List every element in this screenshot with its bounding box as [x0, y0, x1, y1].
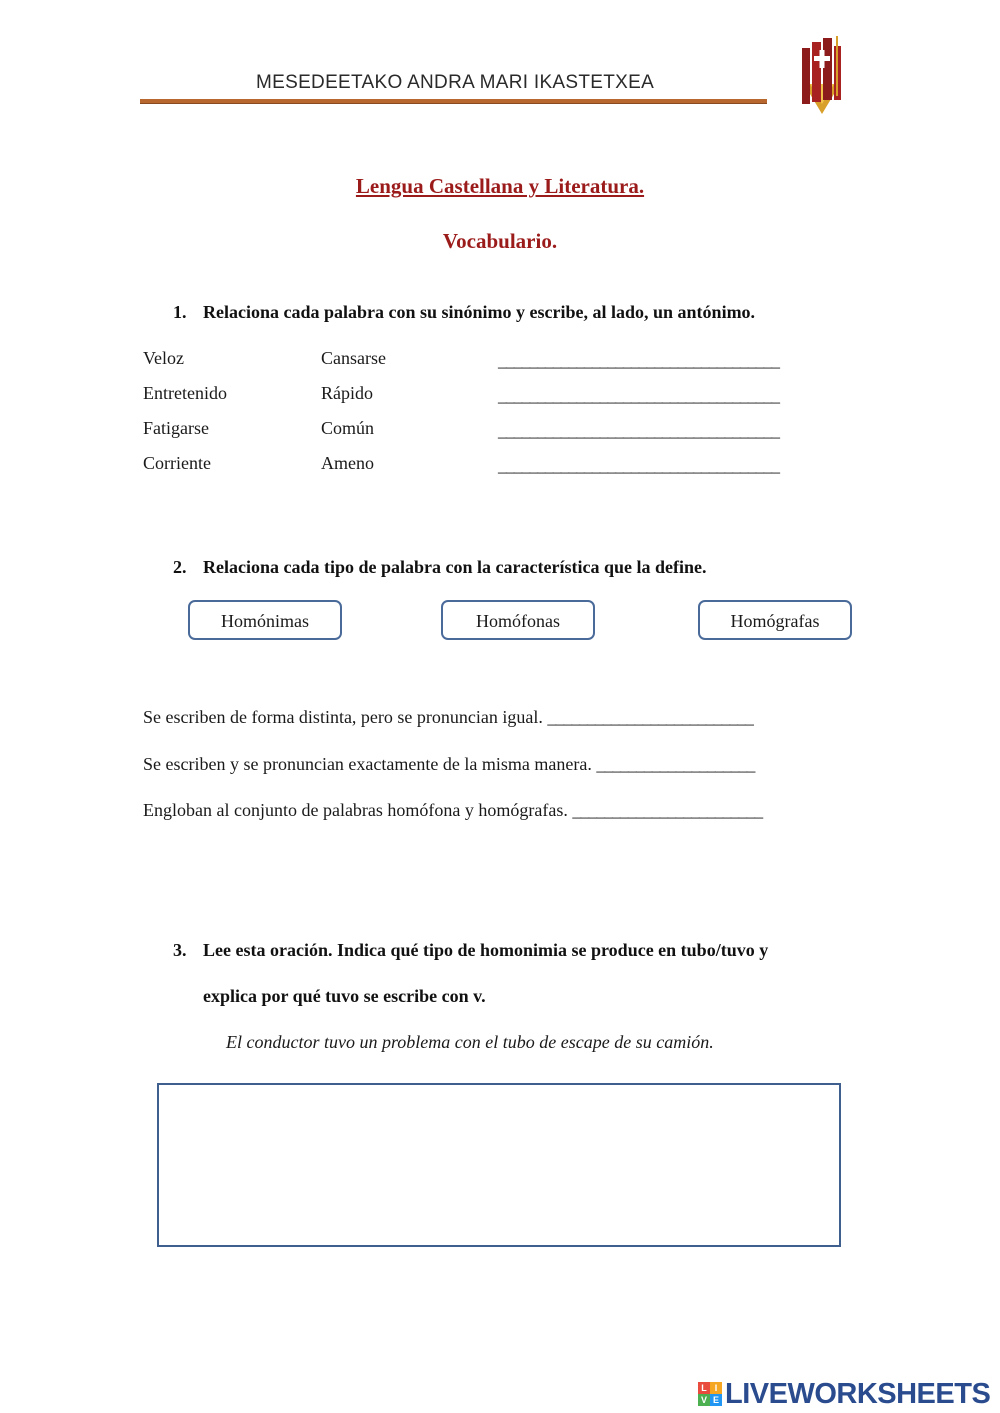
right-word[interactable]: Común [321, 418, 375, 438]
right-word[interactable]: Cansarse [321, 348, 386, 368]
school-crest-icon [798, 34, 846, 118]
logo-letter: I [710, 1382, 722, 1394]
definition-row [143, 707, 753, 728]
exercise3-number: 3. [173, 940, 187, 960]
definition-row [143, 754, 754, 775]
header-divider [140, 99, 767, 104]
exercise1-instruction [173, 302, 755, 323]
exercise3-answer-box[interactable] [157, 1083, 841, 1247]
antonym-answer-field[interactable]: ____________________________________ [498, 455, 779, 475]
antonym-answer-field[interactable]: ____________________________________ [498, 420, 779, 440]
subject-title: Lengua Castellana y Literatura. [355, 174, 645, 198]
definition-text: Se escriben de forma distinta, pero se pronuncian igual. [143, 707, 543, 727]
option-homofonas[interactable]: Homófonas [441, 600, 595, 640]
liveworksheets-watermark[interactable] [698, 1376, 990, 1412]
exercise2-number: 2. [173, 557, 187, 577]
right-word[interactable]: Rápido [321, 383, 373, 403]
liveworksheets-text: LIVEWORKSHEETS [725, 1377, 991, 1410]
exercise3-text-line2: explica por qué tuvo se escribe con v. [203, 986, 486, 1006]
logo-letter: V [698, 1394, 710, 1406]
definition-row [143, 800, 762, 821]
definition-text: Se escriben y se pronuncian exactamente de la misma manera. [143, 754, 592, 774]
option-homografas[interactable]: Homógrafas [698, 600, 852, 640]
definition-answer-field[interactable]: ____________________ [596, 754, 755, 774]
exercise3-text-line1: Lee esta oración. Indica qué tipo de homonimia se produce en tubo/tuvo y [203, 940, 769, 960]
left-word[interactable]: Entretenido [143, 383, 227, 403]
left-word[interactable]: Corriente [143, 453, 211, 473]
exercise3-instruction [173, 940, 768, 961]
definition-text: Engloban al conjunto de palabras homófona y homógrafas. [143, 800, 568, 820]
exercise2-text: Relaciona cada tipo de palabra con la característica que la define. [203, 557, 707, 577]
exercise1-text: Relaciona cada palabra con su sinónimo y escribe, al lado, un antónimo. [203, 302, 756, 322]
definition-answer-field[interactable]: __________________________ [547, 707, 753, 727]
exercise2-instruction [173, 557, 706, 578]
left-word[interactable]: Fatigarse [143, 418, 209, 438]
logo-letter: E [710, 1394, 722, 1406]
topic-title: Vocabulario. [442, 229, 558, 253]
right-word[interactable]: Ameno [321, 453, 374, 473]
antonym-answer-field[interactable]: ____________________________________ [498, 385, 779, 405]
logo-letter: L [698, 1382, 710, 1394]
exercise1-number: 1. [173, 302, 187, 322]
liveworksheets-logo-icon [698, 1382, 722, 1406]
option-homonimas[interactable]: Homónimas [188, 600, 342, 640]
school-name: MESEDEETAKO ANDRA MARI IKASTETXEA [256, 72, 655, 93]
definition-answer-field[interactable]: ________________________ [572, 800, 762, 820]
example-sentence: El conductor tuvo un problema con el tubo de escape de su camión. [226, 1032, 714, 1052]
antonym-answer-field[interactable]: ____________________________________ [498, 350, 779, 370]
left-word[interactable]: Veloz [143, 348, 184, 368]
